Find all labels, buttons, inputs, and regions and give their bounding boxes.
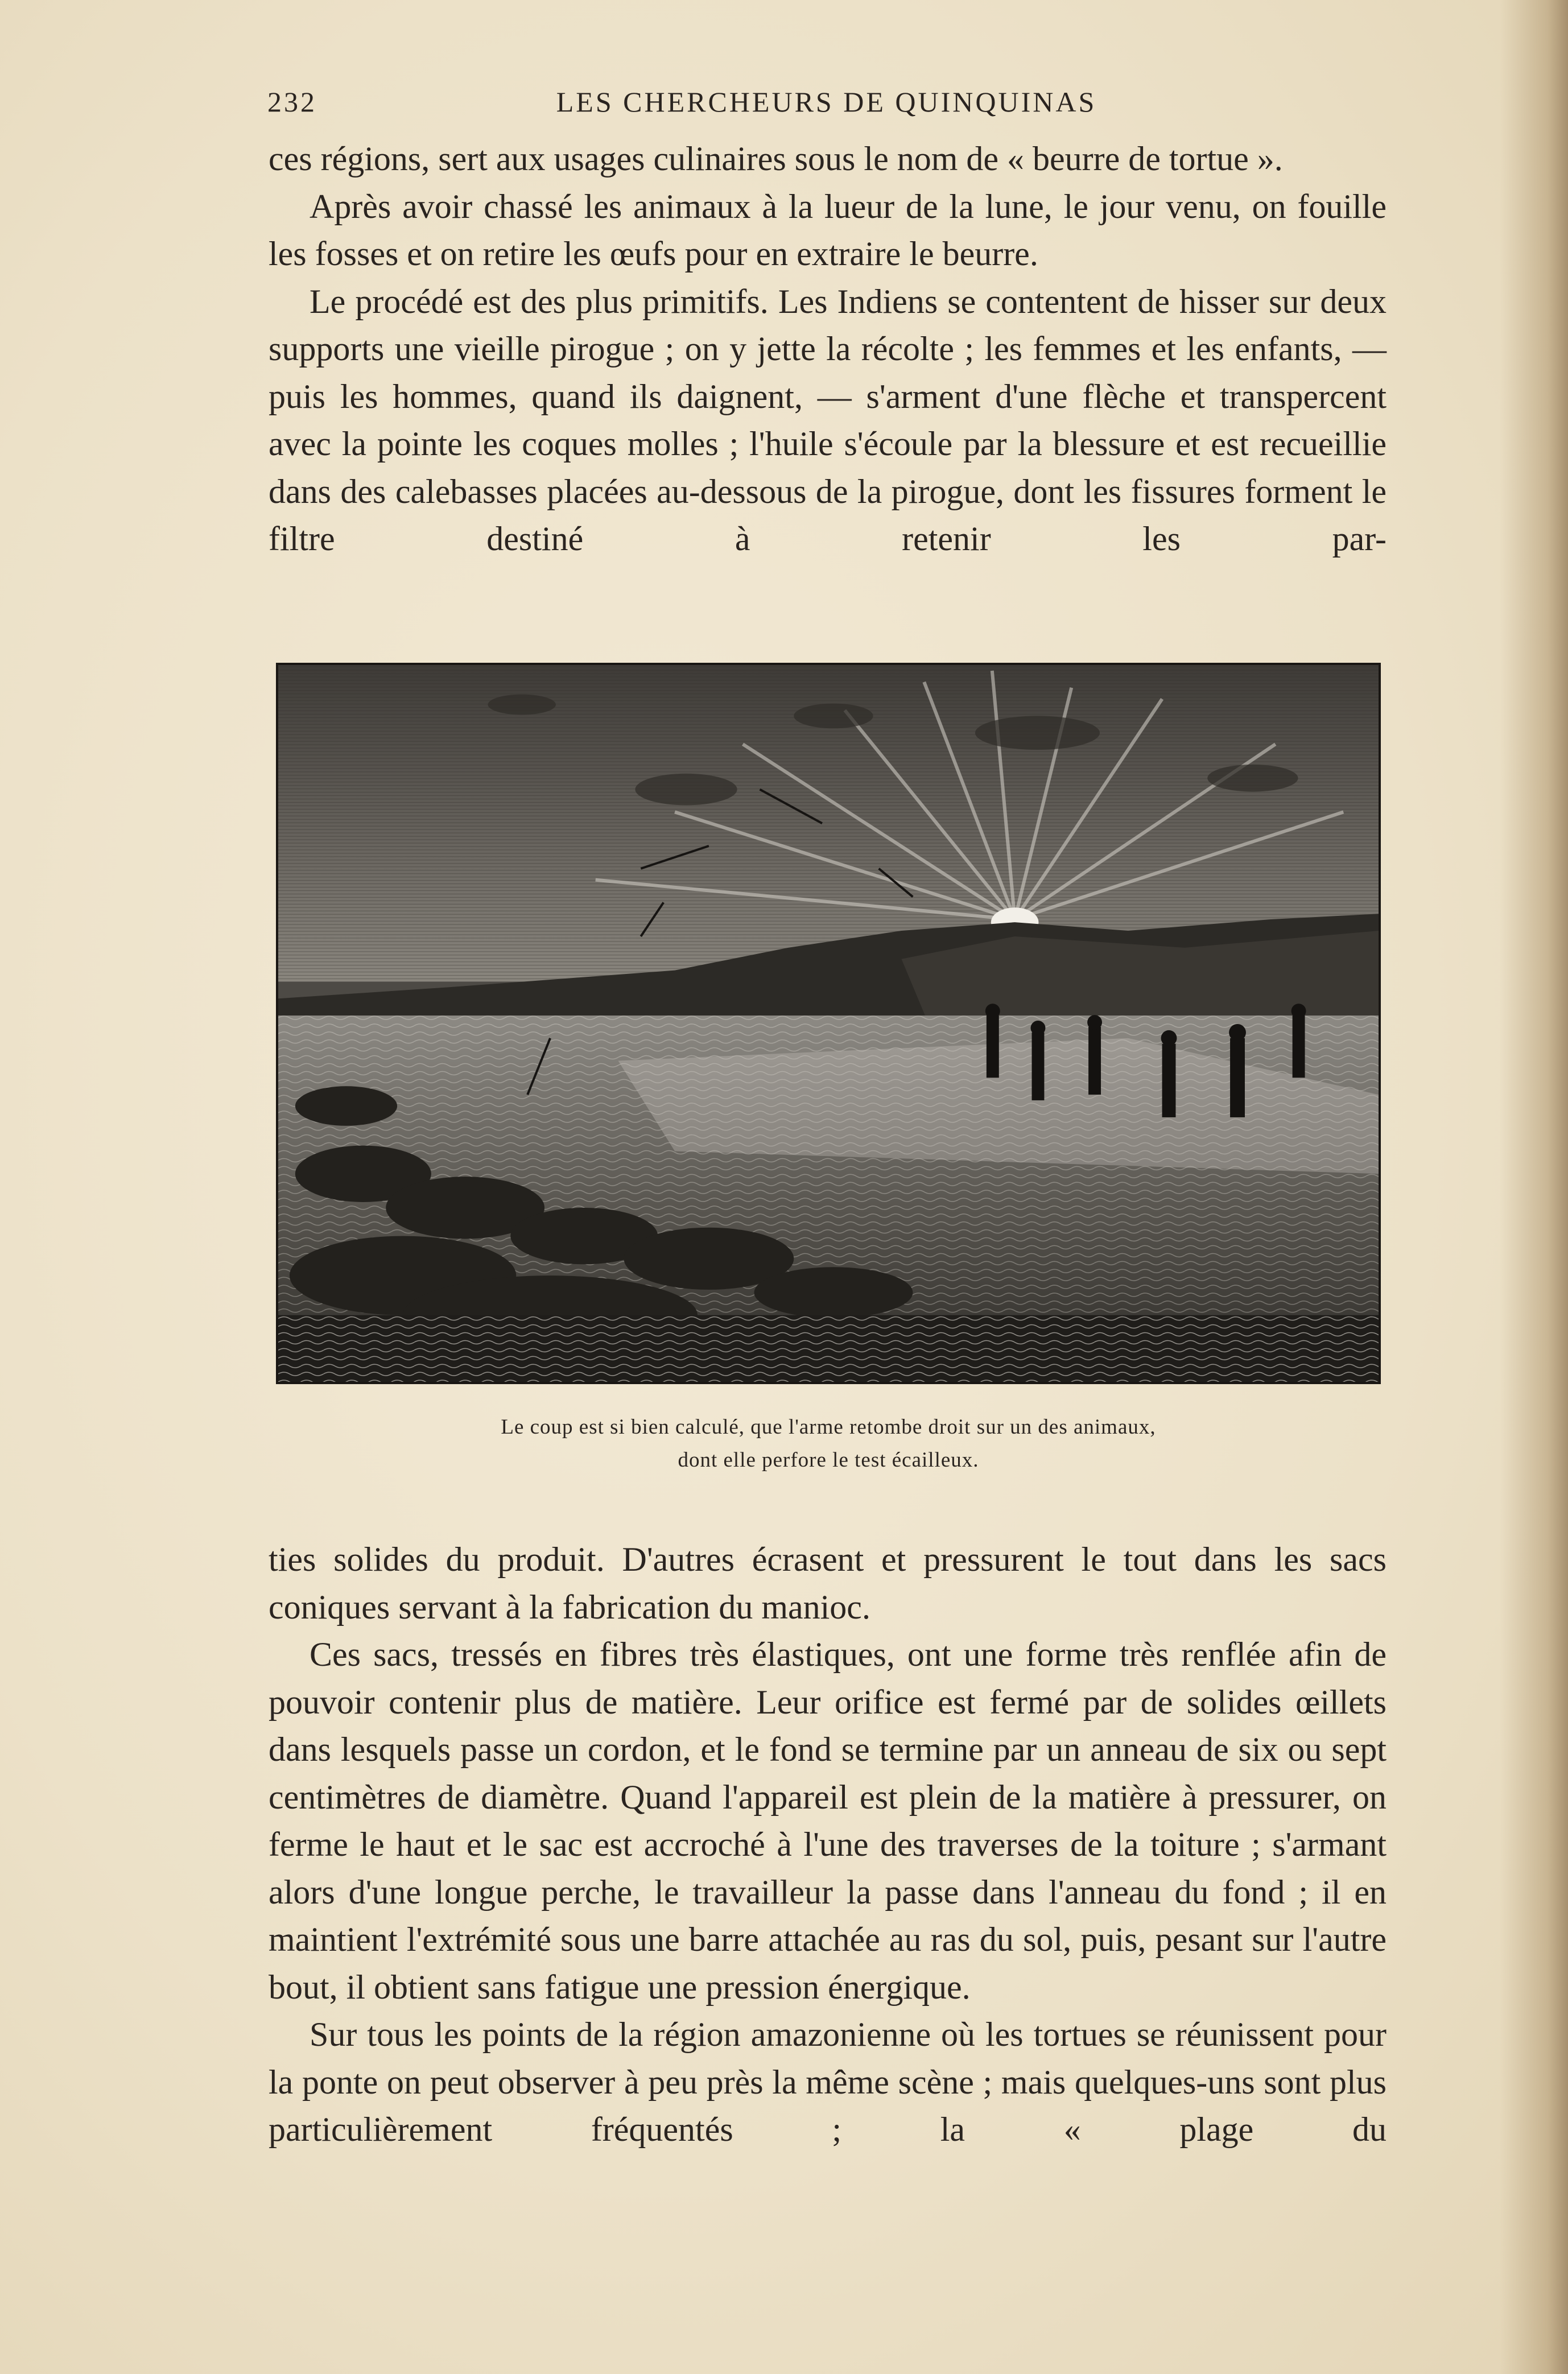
caption-line: Le coup est si bien calculé, que l'arme retombe droit sur un des animaux, bbox=[501, 1415, 1156, 1439]
engraving-illustration bbox=[276, 663, 1381, 1384]
running-title: LES CHERCHEURS DE QUINQUINAS bbox=[556, 86, 1097, 118]
caption-line: dont elle perfore le test écailleux. bbox=[678, 1448, 979, 1472]
page-gutter-shadow bbox=[1500, 0, 1568, 2374]
page-number: 232 bbox=[267, 86, 317, 118]
paragraph: Sur tous les points de la région amazonienne où les tortues se réunissent pour la ponte on peut observer à peu près la même scène ; mais quelques-uns sont plus particulièrement fréquentés ; la « plage du bbox=[269, 2016, 1387, 2148]
figure-caption bbox=[276, 1411, 1381, 1477]
top-text-block bbox=[269, 135, 1387, 563]
paragraph: Ces sacs, tressés en fibres très élastiques, ont une forme très renflée afin de pouvoir contenir plus de matière. Leur orifice est fermé par de solides œillets dans lesquels passe un cordon, et le fond se termine par un anneau de six ou sept centimètres de diamètre. Quand l'appareil est plein de la matière à pressurer, on ferme le haut et le sac est accroché à l'une des traverses de la toiture ; s'armant alors d'une longue perche, le travailleur la passe dans l'anneau du fond ; il en maintient l'extrémité sous une barre attachée au ras du sol, puis, pesant sur l'autre bout, il obtient sans fatigue une pression énergique. bbox=[269, 1636, 1387, 2006]
paragraph: ties solides du produit. D'autres écrasent et pressurent le tout dans les sacs coniques servant à la fabrication du manioc. bbox=[269, 1541, 1387, 1626]
engraving-image bbox=[278, 665, 1379, 1382]
bottom-text-block bbox=[269, 1536, 1387, 2154]
paragraph: Après avoir chassé les animaux à la lueur de la lune, le jour venu, on fouille les fosses et on retire les œufs pour en extraire le beurre. bbox=[269, 187, 1387, 273]
paragraph: Le procédé est des plus primitifs. Les Indiens se contentent de hisser sur deux supports une vieille pirogue ; on y jette la récolte ; les femmes et les enfants, — puis les hommes, quand ils daignent, — s'arment d'une flèche et transpercent avec la pointe les coques molles ; l'huile s'écoule par la blessure et est recueillie dans des calebasses placées au-dessous de la pirogue, dont les fissures forment le filtre destiné à retenir les par- bbox=[269, 282, 1387, 558]
paragraph: ces régions, sert aux usages culinaires sous le nom de « beurre de tortue ». bbox=[269, 140, 1283, 177]
page-header bbox=[267, 85, 1385, 125]
